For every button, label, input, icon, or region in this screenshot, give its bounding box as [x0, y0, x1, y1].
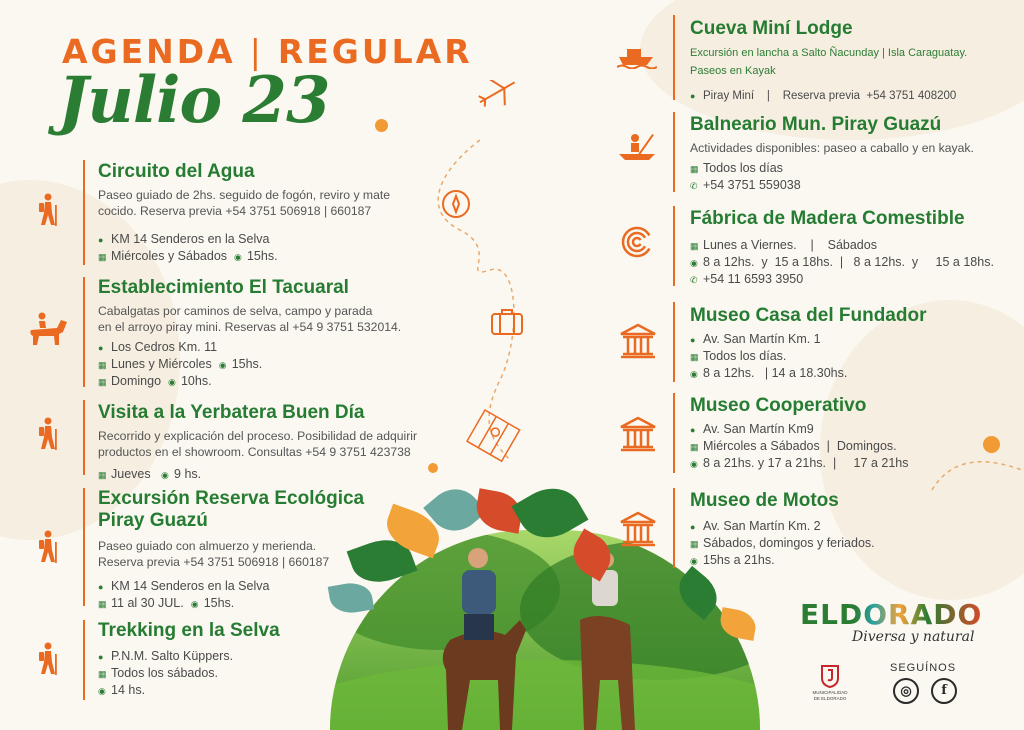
- event-fabrica-madera-comestible: [690, 208, 1024, 288]
- location-pin-icon: ●: [98, 582, 104, 592]
- desc-line: Recorrido y explicación del proceso. Posibilidad de adquirir: [98, 429, 418, 443]
- event-museo-cooperativo: [690, 395, 1010, 472]
- desc-line: Actividades disponibles: paseo a caballo y en kayak.: [690, 141, 974, 155]
- event-title: Fábrica de Madera Comestible: [690, 208, 965, 229]
- event-title: [98, 488, 418, 532]
- time-text: 15hs.: [203, 596, 235, 610]
- time-text: 15hs.: [246, 249, 278, 263]
- event-meta: [690, 88, 1020, 104]
- event-divider-line: [83, 160, 85, 265]
- museum-icon: [619, 511, 657, 547]
- days-text: Todos los sábados.: [111, 666, 219, 680]
- days-text: Lunes a Viernes. | Sábados: [703, 238, 877, 252]
- time-text: 14 hs.: [111, 683, 146, 697]
- event-trekking-en-la-selva: [98, 620, 338, 699]
- desc-line: Paseo guiado con almuerzo y merienda.: [98, 539, 317, 553]
- location-text: Los Cedros Km. 11: [111, 340, 218, 354]
- calendar-icon: ▦: [690, 442, 699, 452]
- location-pin-icon: ●: [690, 522, 696, 532]
- time-text: 9 hs.: [174, 467, 202, 481]
- phone-text: +54 3751 408200: [866, 90, 957, 102]
- logo-text: ELDORADO: [800, 598, 983, 631]
- location-text: Av. San Martín Km. 1: [703, 332, 821, 346]
- title-line: Piray Guazú: [98, 510, 208, 531]
- instagram-icon[interactable]: ◎: [893, 678, 919, 704]
- calendar-icon: ▦: [98, 599, 107, 609]
- event-title: Museo Casa del Fundador: [690, 305, 927, 326]
- event-title: Circuito del Agua: [98, 161, 255, 182]
- phone-text: +54 11 6593 3950: [703, 272, 804, 286]
- days-text: Miércoles a Sábados | Domingos.: [703, 439, 897, 453]
- boat-icon: [617, 45, 657, 69]
- location-text: Av. San Martín Km. 2: [703, 519, 821, 533]
- map-icon: [467, 410, 520, 461]
- time-text: 15hs.: [231, 357, 263, 371]
- event-title: Cueva Miní Lodge: [690, 18, 853, 39]
- event-title: Visita a la Yerbatera Buen Día: [98, 402, 365, 423]
- museum-icon: [619, 323, 657, 359]
- event-cueva-mini-lodge: [690, 18, 1020, 104]
- days-text: Lunes y Miércoles: [111, 357, 212, 371]
- event-description: [690, 44, 1020, 80]
- event-divider-line: [83, 400, 85, 475]
- calendar-icon: ▦: [690, 164, 699, 174]
- clock-icon: ◉: [690, 258, 698, 268]
- calendar-icon: ▦: [98, 252, 107, 262]
- clock-icon: ◉: [690, 556, 698, 566]
- desc-line: Paseos en Kayak: [690, 65, 776, 77]
- location-text: P.N.M. Salto Küppers.: [111, 649, 234, 663]
- event-divider-line: [673, 393, 675, 473]
- event-meta: [690, 421, 1010, 472]
- municipality-line: MUNICIPALIDAD: [812, 690, 848, 695]
- event-meta: [98, 648, 338, 699]
- meta-separator: |: [766, 90, 770, 102]
- location-pin-icon: ●: [98, 343, 104, 353]
- month-title: Julio 23: [58, 63, 330, 138]
- event-title: Establecimiento El Tacuaral: [98, 277, 349, 298]
- calendar-icon: ▦: [98, 470, 107, 480]
- agenda-word: AGENDA: [62, 32, 236, 71]
- time-text: 8 a 12hs. | 14 a 18.30hs.: [703, 366, 848, 380]
- clock-icon: ◉: [98, 686, 106, 696]
- event-divider-line: [83, 488, 85, 606]
- event-el-tacuaral: [98, 277, 438, 390]
- museum-icon: [619, 416, 657, 452]
- time-text: 10hs.: [180, 374, 212, 388]
- location-pin-icon: ●: [690, 425, 696, 435]
- event-meta: [690, 518, 1010, 569]
- event-divider-line: [673, 206, 675, 286]
- days-text: Sábados, domingos y feriados.: [703, 536, 875, 550]
- event-circuito-del-agua: [98, 161, 438, 265]
- location-text: KM 14 Senderos en la Selva: [111, 579, 270, 593]
- compass-icon: [443, 191, 469, 217]
- hiker-icon: [36, 417, 60, 451]
- desc-line: Paseo guiado de 2hs. seguido de fogón, reviro y mate: [98, 188, 391, 202]
- event-title: Museo de Motos: [690, 490, 839, 511]
- logo-tagline: Diversa y natural: [852, 629, 975, 645]
- location-text: KM 14 Senderos en la Selva: [111, 232, 270, 246]
- time-text: 15hs a 21hs.: [703, 553, 775, 567]
- clock-icon: ◉: [690, 369, 698, 379]
- days-text: Miércoles y Sábados: [111, 249, 228, 263]
- event-description: [690, 140, 1020, 156]
- desc-line: Reserva previa +54 3751 506918 | 660187: [98, 555, 330, 569]
- whatsapp-icon: ✆: [690, 181, 698, 191]
- event-meta: [690, 160, 1020, 194]
- municipality-shield-icon: [820, 664, 840, 688]
- event-meta: [98, 231, 438, 265]
- clock-icon: ◉: [218, 360, 227, 370]
- clock-icon: ◉: [167, 377, 176, 387]
- days-text: 11 al 30 JUL.: [111, 596, 184, 610]
- event-museo-casa-fundador: [690, 305, 1010, 382]
- event-divider-line: [673, 112, 675, 192]
- calendar-icon: ▦: [690, 352, 699, 362]
- time-text: 8 a 21hs. y 17 a 21hs. | 17 a 21hs: [703, 456, 909, 470]
- calendar-icon: ▦: [690, 539, 699, 549]
- calendar-icon: ▦: [690, 241, 699, 251]
- event-meta: [98, 339, 438, 390]
- calendar-icon: ▦: [98, 377, 107, 387]
- days-text: Domingo: [111, 374, 162, 388]
- days-text: Todos los días.: [703, 349, 787, 363]
- clock-icon: ◉: [690, 459, 698, 469]
- event-divider-line: [83, 277, 85, 387]
- desc-line: en el arroyo piray mini. Reservas al +54 9 3751 532014.: [98, 320, 402, 334]
- hiker-icon: [36, 642, 60, 676]
- regular-word: REGULAR: [277, 32, 473, 71]
- kayak-icon: [617, 132, 657, 164]
- event-museo-de-motos: [690, 490, 1010, 569]
- event-divider-line: [673, 488, 675, 568]
- horse-rider-icon: [27, 312, 69, 346]
- clock-icon: ◉: [161, 470, 169, 480]
- location-pin-icon: ●: [690, 91, 696, 101]
- facebook-icon[interactable]: f: [931, 678, 957, 704]
- days-text: Jueves: [111, 467, 151, 481]
- event-meta: [98, 466, 458, 483]
- event-meta: [690, 237, 1024, 288]
- location-pin-icon: ●: [690, 335, 696, 345]
- event-title: Museo Cooperativo: [690, 395, 867, 416]
- event-divider-line: [83, 620, 85, 700]
- clock-icon: ◉: [233, 252, 242, 262]
- desc-line: Cabalgatas por caminos de selva, campo y parada: [98, 304, 373, 318]
- phone-text: +54 3751 559038: [703, 178, 801, 192]
- desc-line: Excursión en lancha a Salto Ñacunday | Isla Caraguatay.: [690, 47, 968, 59]
- event-meta: [690, 331, 1010, 382]
- time-text: 8 a 12hs. y 15 a 18hs. | 8 a 12hs. y 15 a 18hs.: [703, 255, 994, 269]
- clock-icon: ◉: [190, 599, 199, 609]
- location-text: Piray Miní: [703, 90, 755, 102]
- reservation-label: Reserva previa: [782, 90, 861, 102]
- calendar-icon: ▦: [98, 669, 107, 679]
- plane-icon: [473, 80, 523, 115]
- title-line: Excursión Reserva Ecológica: [98, 488, 365, 509]
- location-pin-icon: ●: [98, 652, 104, 662]
- event-title: Trekking en la Selva: [98, 620, 280, 641]
- whatsapp-icon: ✆: [690, 275, 698, 285]
- municipality-line: DE ELDORADO: [813, 696, 847, 701]
- hiker-icon: [36, 530, 60, 564]
- event-description: [98, 428, 458, 460]
- event-balneario-piray-guazu: [690, 114, 1020, 194]
- desc-line: cocido. Reserva previa +54 3751 506918 | 660187: [98, 204, 372, 218]
- desc-line: productos en el showroom. Consultas +54 9 3751 423738: [98, 445, 411, 459]
- suitcase-icon: [492, 310, 522, 334]
- location-pin-icon: ●: [98, 235, 104, 245]
- wood-slice-icon: [620, 225, 654, 259]
- follow-label: SEGUÍNOS: [890, 662, 957, 674]
- event-divider-line: [673, 15, 675, 100]
- hiker-icon: [36, 193, 60, 227]
- location-text: Av. San Martín Km9: [703, 422, 814, 436]
- event-divider-line: [673, 302, 675, 382]
- event-yerbatera-buen-dia: [98, 402, 458, 483]
- event-description: [98, 303, 438, 335]
- event-title: Balneario Mun. Piray Guazú: [690, 114, 942, 135]
- calendar-icon: ▦: [98, 360, 107, 370]
- header-separator: |: [249, 32, 264, 71]
- decor-dot: [375, 119, 388, 132]
- days-text: Todos los días: [703, 161, 783, 175]
- event-description: [98, 187, 438, 219]
- eldorado-logo: [800, 598, 982, 631]
- municipality-badge: [808, 664, 852, 702]
